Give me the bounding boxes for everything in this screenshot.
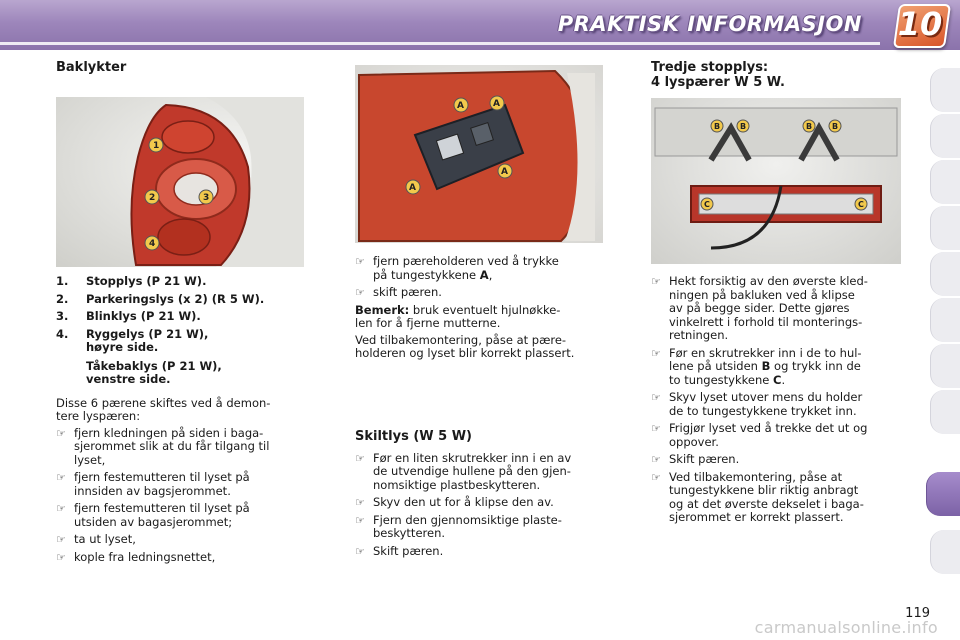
lamp-holder-drawing	[355, 65, 603, 243]
column-third-brake-light	[651, 60, 906, 529]
tail-light-drawing	[56, 97, 304, 267]
hand-pointer-icon: ☞	[651, 470, 661, 484]
callout-b: B	[806, 122, 813, 131]
plate-light-steps	[355, 452, 607, 559]
hand-pointer-icon: ☞	[56, 426, 66, 440]
list-item: ☞ fjern pæreholderen ved å trykke på tungestykkene A,	[355, 254, 559, 282]
list-item: ☞ Fjern den gjennomsiktige plaste- beskytteren.	[355, 512, 562, 540]
hand-pointer-icon: ☞	[651, 391, 661, 404]
list-item: ☞ Skyv lyset utover mens du holder de to tungestykkene trykket inn.	[651, 390, 863, 418]
hand-pointer-icon: ☞	[56, 550, 66, 564]
list-item: 3. Blinklys (P 21 W).	[56, 309, 201, 323]
chapter-tab[interactable]	[930, 68, 960, 112]
bulb-list	[56, 275, 308, 387]
list-item: 4. Ryggelys (P 21 W), høyre side. Tåkebaklys (P 21 W), venstre side.	[56, 326, 222, 386]
page-title: PRAKTISK INFORMASJON	[557, 12, 862, 36]
list-item: 2. Parkeringslys (x 2) (R 5 W).	[56, 291, 265, 306]
section-heading-plate-light: Skiltlys (W 5 W)	[355, 428, 472, 444]
list-item: ☞ fjern kledningen på siden i baga- sjerommet slik at du får tilgang til lyset,	[56, 425, 270, 467]
hand-pointer-icon: ☞	[651, 422, 661, 435]
callout-a: A	[493, 99, 500, 109]
list-item: ☞ Skyv den ut for å klipse den av.	[355, 495, 554, 509]
hand-pointer-icon: ☞	[355, 255, 365, 268]
chapter-tab[interactable]	[930, 344, 960, 388]
hand-pointer-icon: ☞	[355, 513, 365, 527]
callout-2: 2	[149, 193, 156, 203]
chapter-tab[interactable]	[930, 160, 960, 204]
callout-c: C	[704, 200, 710, 209]
intro-text: Disse 6 pærene skiftes ved å demon- tere lyspæren:	[56, 395, 271, 423]
chapter-tab[interactable]	[930, 114, 960, 158]
list-item: ☞ Skift pæren.	[651, 452, 740, 466]
chapter-tab[interactable]	[930, 390, 960, 434]
list-item: 1. Stopplys (P 21 W).	[56, 274, 207, 288]
chapter-number: 10	[897, 5, 943, 43]
list-item: ☞ Frigjør lyset ved å trekke det ut og oppover.	[651, 421, 868, 449]
list-item: ☞ Før en skrutrekker inn i de to hul- lene på utsiden B og trykk inn de to tungestykkene C.	[651, 345, 862, 387]
list-item: ☞ fjern festemutteren til lyset på innsiden av bagsjerommet.	[56, 470, 250, 498]
callout-a: A	[501, 167, 508, 177]
callout-4: 4	[149, 239, 156, 249]
hand-pointer-icon: ☞	[56, 533, 66, 546]
hand-pointer-icon: ☞	[355, 451, 365, 465]
section-heading-rear-lights: Baklykter	[56, 60, 127, 75]
list-item: ☞ Ved tilbakemontering, påse at tungestykkene blir riktig anbragt og at det øverste dekselet i baga- sjerommet er korrekt plassert.	[651, 469, 864, 524]
list-item: ☞ ta ut lyset,	[56, 532, 136, 546]
list-item: ☞ Før en liten skrutrekker inn i en av de utvendige hullene på den gjen- nomsiktige plastbeskytteren.	[355, 450, 572, 492]
callout-a: A	[409, 183, 416, 193]
callout-3: 3	[203, 193, 210, 203]
hand-pointer-icon: ☞	[651, 275, 661, 288]
callout-c: C	[858, 200, 864, 209]
hand-pointer-icon: ☞	[355, 496, 365, 509]
lamp-holder-steps	[355, 255, 607, 300]
callout-b: B	[740, 122, 747, 131]
note-text: Bemerk: bruk eventuelt hjulnøkke- len for å fjerne mutterne.	[355, 302, 561, 330]
callout-b: B	[832, 122, 839, 131]
chapter-tab-active[interactable]	[926, 472, 960, 516]
list-item: ☞ Skift pæren.	[355, 543, 444, 558]
list-item: ☞ fjern festemutteren til lyset på utsiden av bagasjerommet;	[56, 501, 250, 529]
hand-pointer-icon: ☞	[651, 453, 661, 466]
hand-pointer-icon: ☞	[651, 346, 661, 360]
callout-1: 1	[153, 141, 160, 151]
list-item: ☞ Hekt forsiktig av den øverste kled- ningen på bakluken ved å klipse av på begge sider. Dette gjøres vinkelrett i forhold til monterings- retningen.	[651, 274, 868, 342]
callout-b: B	[714, 122, 721, 131]
reassembly-text: Ved tilbakemontering, påse at pære- holderen og lyset blir korrekt plassert.	[355, 332, 575, 360]
hand-pointer-icon: ☞	[56, 502, 66, 515]
list-item: ☞ skift pæren.	[355, 285, 442, 299]
chapter-tab[interactable]	[930, 206, 960, 250]
hand-pointer-icon: ☞	[355, 544, 365, 558]
chapter-tabs	[926, 68, 960, 578]
watermark: carmanualsonline.info	[754, 618, 938, 637]
chapter-tab[interactable]	[930, 530, 960, 574]
rear-light-illustration	[56, 97, 304, 267]
chapter-tab[interactable]	[930, 252, 960, 296]
page-number: 119	[905, 606, 930, 621]
third-brake-light-drawing	[651, 98, 901, 264]
lamp-holder-illustration	[355, 65, 603, 243]
hand-pointer-icon: ☞	[56, 471, 66, 484]
chapter-tab[interactable]	[930, 298, 960, 342]
header-stripe	[0, 42, 880, 45]
column-lamp-holder	[355, 60, 607, 562]
third-brake-light-steps	[651, 275, 906, 525]
list-item: ☞ kople fra ledningsnettet,	[56, 549, 216, 564]
column-rear-lights	[56, 60, 308, 568]
callout-a: A	[457, 101, 464, 111]
rear-light-steps	[56, 427, 308, 565]
hand-pointer-icon: ☞	[355, 286, 365, 299]
section-heading-third-brake-light: Tredje stopplys: 4 lyspærer W 5 W.	[651, 60, 785, 90]
third-brake-light-illustration	[651, 98, 901, 264]
